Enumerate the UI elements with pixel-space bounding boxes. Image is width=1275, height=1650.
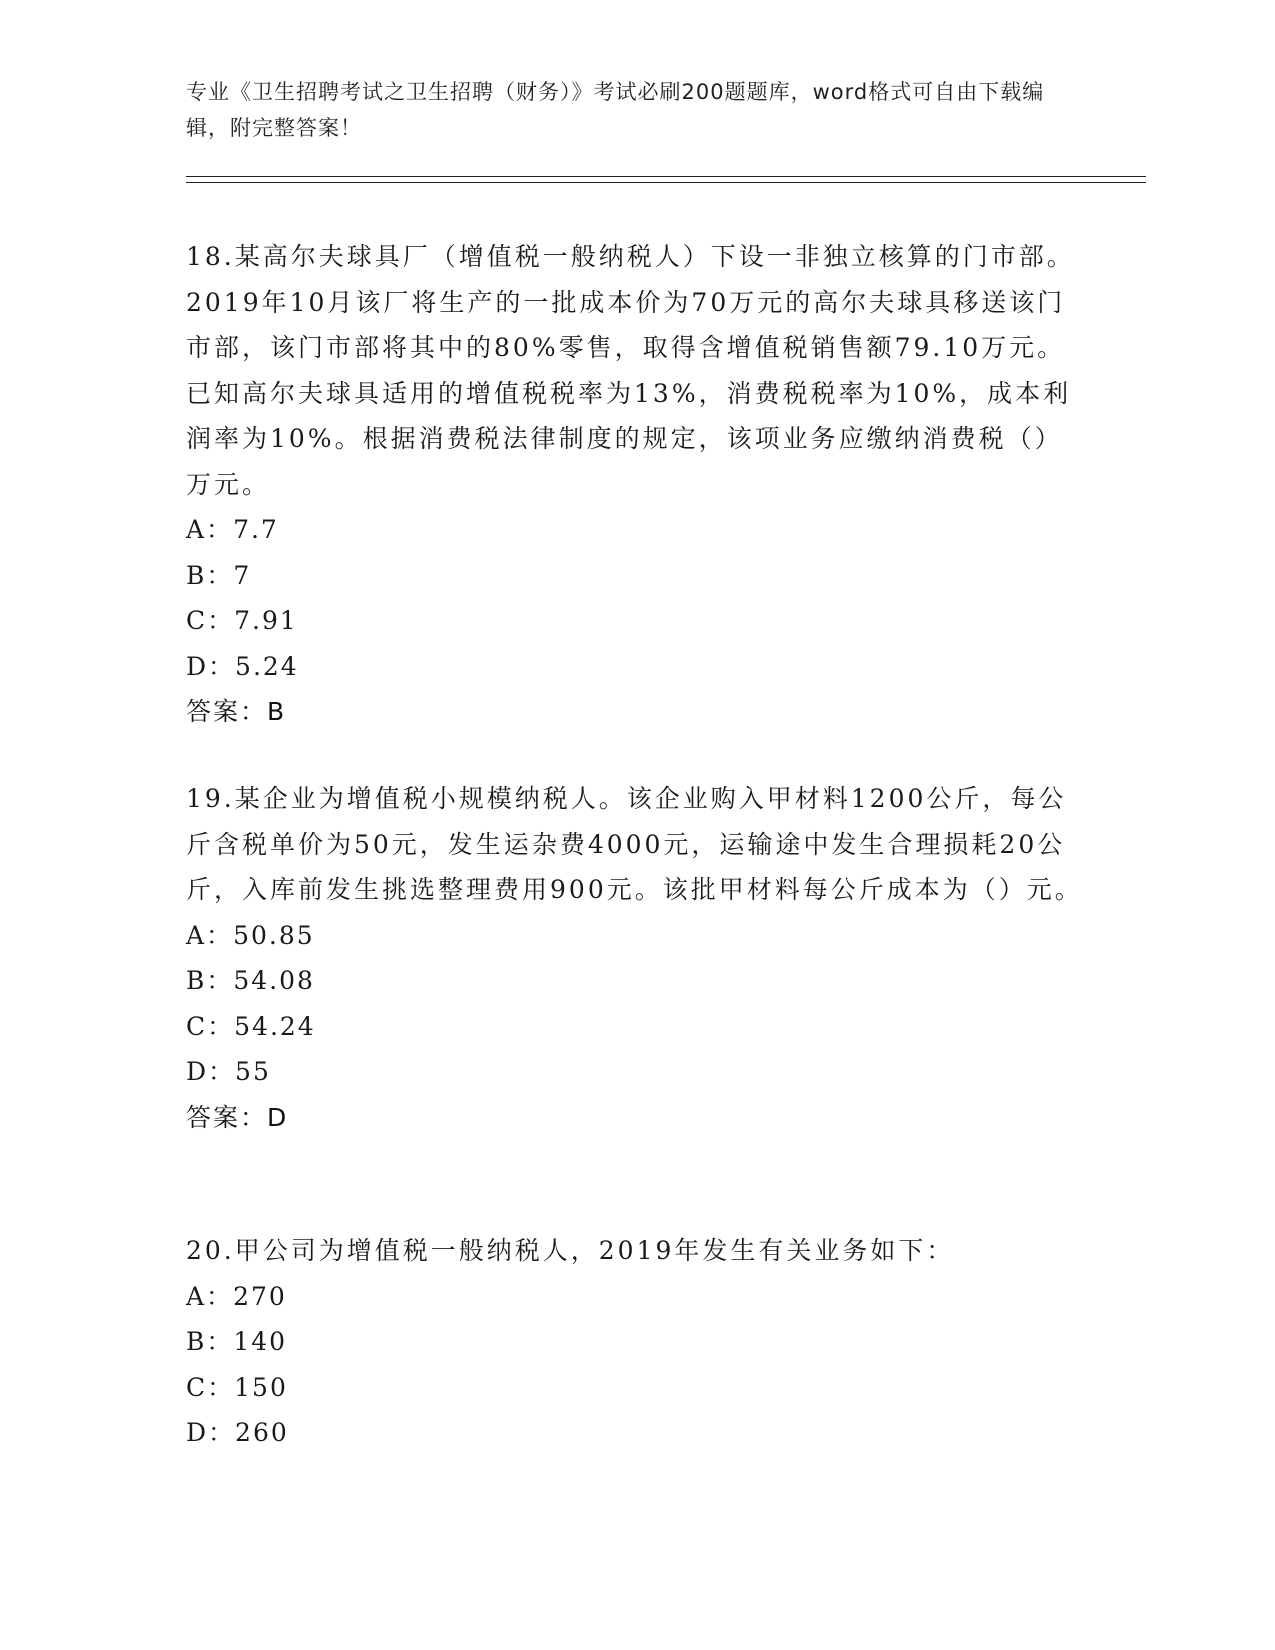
option-key: A： (186, 515, 234, 544)
option-a (186, 507, 1086, 553)
option-key: B： (186, 1327, 234, 1356)
option-a (186, 913, 1086, 959)
question-18 (186, 234, 1086, 735)
option-key: C： (186, 1011, 235, 1041)
question-stem: 19.某企业为增值税小规模纳税人。该企业购入甲材料1200公斤，每公斤含税单价为50元，发生运杂费4000元，运输途中发生合理损耗20公斤，入库前发生挑选整理费用900元。该批甲材料每公斤成本为（）元。 (186, 784, 1083, 904)
header-title: 专业《卫生招聘考试之卫生招聘（财务）》考试必刷200题题库，word格式可自由下载编辑，附完整答案！ (186, 80, 1045, 140)
header-divider-bottom (186, 182, 1146, 183)
option-value: 54.24 (234, 1011, 316, 1041)
option-key: C： (186, 1372, 235, 1402)
option-c (186, 598, 1086, 644)
question-19 (186, 776, 1086, 1140)
question-stem: 18.某高尔夫球具厂（增值税一般纳税人）下设一非独立核算的门市部。2019年10月该厂将生产的一批成本价为70万元的高尔夫球具移送该门市部，该门市部将其中的80%零售，取得含增值税销售额79.10万元。已知高尔夫球具适用的增值税税率为13%，消费税税率为10%，成本利润率为10%。根据消费税法律制度的规定，该项业务应缴纳消费税（）万元。 (186, 242, 1075, 499)
option-c (186, 1004, 1086, 1050)
option-key: A： (186, 920, 234, 950)
option-d (186, 644, 1086, 690)
option-key: D： (186, 1057, 236, 1086)
option-key: B： (186, 966, 234, 995)
option-value: 270 (233, 1281, 287, 1311)
question-20 (186, 1228, 1086, 1456)
option-key: C： (186, 606, 235, 635)
option-value: 55 (235, 1057, 271, 1086)
header-divider-top (186, 176, 1146, 177)
option-b (186, 958, 1086, 1004)
option-a (186, 1274, 1086, 1320)
option-key: A： (186, 1281, 234, 1311)
answer-line: 答案：D (186, 1102, 289, 1132)
option-value: 150 (234, 1372, 288, 1402)
option-value: 54.08 (233, 966, 315, 995)
option-value: 5.24 (235, 651, 299, 681)
option-value: 7.7 (233, 515, 279, 544)
option-key: D： (186, 1418, 236, 1447)
option-key: D： (186, 651, 236, 681)
option-d (186, 1049, 1086, 1095)
answer-line: 答案：B (186, 697, 287, 726)
question-stem: 20.甲公司为增值税一般纳税人，2019年发生有关业务如下： (186, 1236, 955, 1265)
option-c (186, 1365, 1086, 1411)
option-b (186, 553, 1086, 599)
option-value: 260 (235, 1418, 289, 1447)
option-b (186, 1319, 1086, 1365)
option-value: 7.91 (234, 606, 298, 635)
option-value: 140 (233, 1327, 288, 1356)
option-key: B： (186, 560, 234, 590)
document-header (186, 74, 1066, 146)
option-value: 7 (233, 560, 252, 590)
option-d (186, 1410, 1086, 1456)
option-value: 50.85 (233, 920, 315, 950)
